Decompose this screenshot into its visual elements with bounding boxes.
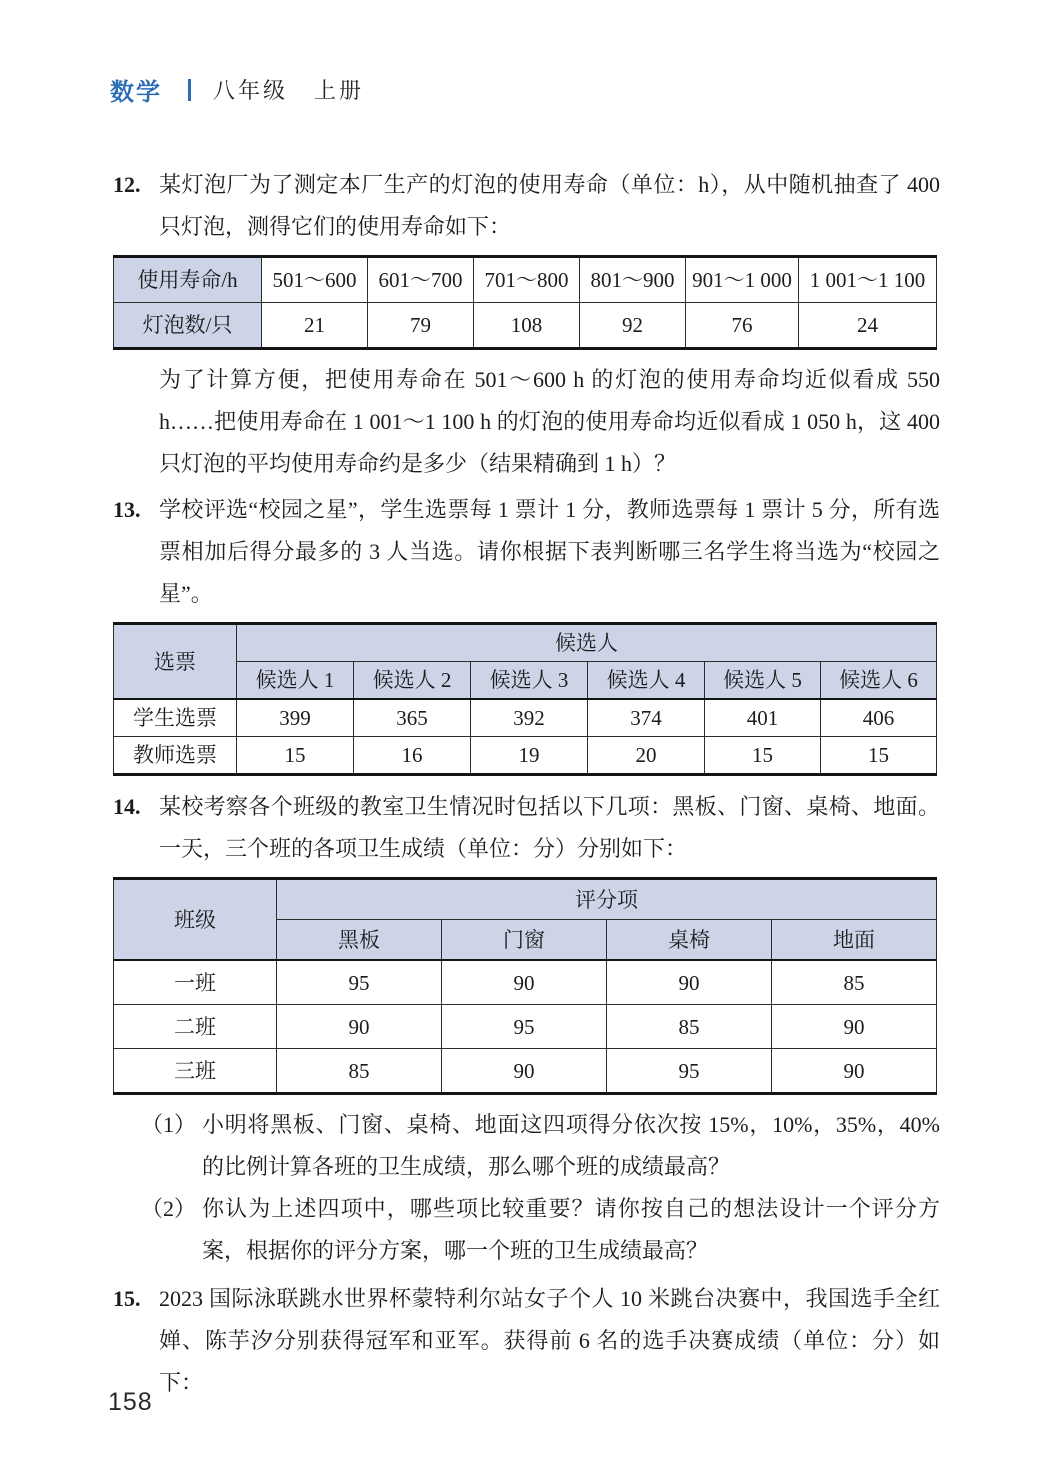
problem-14-text: 某校考察各个班级的教室卫生情况时包括以下几项：黑板、门窗、桌椅、地面。一天，三个班的各项卫生成绩（单位：分）分别如下： (159, 794, 940, 861)
data-cell: 92 (580, 303, 686, 349)
data-cell: 90 (772, 1049, 937, 1094)
problem-14-number: 14. (113, 794, 141, 819)
data-cell: 701～800 (474, 257, 580, 303)
data-cell: 15 (705, 737, 821, 775)
problem-13-text: 学校评选“校园之星”，学生选票每 1 票计 1 分，教师选票每 1 票计 5 分，所有选票相加后得分最多的 3 人当选。请你根据下表判断哪三名学生将当选为“校园之星”。 (159, 497, 940, 606)
data-cell: 95 (277, 960, 442, 1005)
data-cell: 95 (442, 1005, 607, 1049)
page-number: 158 (108, 1388, 153, 1416)
data-cell: 801～900 (580, 257, 686, 303)
row-label-cell: 学生选票 (114, 699, 237, 737)
problem-15-text: 2023 国际泳联跳水世界杯蒙特利尔站女子个人 10 米跳台决赛中，我国选手全红婵、陈芋汐分别获得冠军和亚军。获得前 6 名的选手决赛成绩（单位：分）如下： (159, 1286, 940, 1395)
problem-12-note: 为了计算方便，把使用寿命在 501～600 h 的灯泡的使用寿命均近似看成 550 h……把使用寿命在 1 001～1 100 h 的灯泡的使用寿命均近似看成 1 050 h，这 400 只灯泡的平均使用寿命约是多少（结果精确到 1 h）？ (159, 367, 940, 476)
data-cell: 1 001～1 100 (799, 257, 937, 303)
data-cell: 79 (368, 303, 474, 349)
problem-12 (113, 164, 940, 248)
data-cell: 21 (262, 303, 368, 349)
bulb-lifespan-table (113, 255, 937, 350)
header-cell: 门窗 (442, 920, 607, 961)
problem-15 (113, 1278, 940, 1404)
table-row (114, 1005, 937, 1049)
table-row (114, 303, 937, 349)
header-divider (188, 79, 191, 101)
row-label-cell: 三班 (114, 1049, 277, 1094)
table-row (114, 737, 937, 775)
data-cell: 16 (354, 737, 471, 775)
header-cell: 候选人 2 (354, 662, 471, 700)
header-cell: 候选人 5 (705, 662, 821, 700)
table-row (114, 879, 937, 920)
data-cell: 85 (772, 960, 937, 1005)
problem-12-text: 某灯泡厂为了测定本厂生产的灯泡的使用寿命（单位：h），从中随机抽查了 400 只灯泡，测得它们的使用寿命如下： (159, 172, 940, 239)
problem-12-number: 12. (113, 172, 141, 197)
group-header-cell: 候选人 (237, 624, 937, 662)
table-row (114, 624, 937, 662)
data-cell: 19 (471, 737, 588, 775)
data-cell: 901～1 000 (686, 257, 799, 303)
data-cell: 601～700 (368, 257, 474, 303)
problem-13-number: 13. (113, 497, 141, 522)
page-content (113, 164, 940, 1404)
sub-question-2 (141, 1188, 940, 1272)
volume-label: 上册 (314, 78, 365, 103)
problem-14 (113, 786, 940, 870)
data-cell: 15 (237, 737, 354, 775)
stub-cell: 班级 (114, 879, 277, 961)
header-cell: 地面 (772, 920, 937, 961)
data-cell: 406 (821, 699, 937, 737)
header-cell: 候选人 4 (588, 662, 705, 700)
data-cell: 90 (277, 1005, 442, 1049)
data-cell: 90 (607, 960, 772, 1005)
problem-13 (113, 489, 940, 615)
row-label-cell: 二班 (114, 1005, 277, 1049)
table-row (114, 257, 937, 303)
subject-label: 数学 (110, 79, 162, 106)
sub-question-1-marker: （1） (141, 1112, 197, 1137)
grade-label: 八年级 (213, 78, 289, 103)
data-cell: 85 (607, 1005, 772, 1049)
data-cell: 365 (354, 699, 471, 737)
data-cell: 108 (474, 303, 580, 349)
stub-cell: 使用寿命/h (114, 257, 262, 303)
table-row (114, 1049, 937, 1094)
data-cell: 501～600 (262, 257, 368, 303)
sub-question-2-marker: （2） (141, 1196, 197, 1221)
data-cell: 95 (607, 1049, 772, 1094)
stub-cell: 灯泡数/只 (114, 303, 262, 349)
data-cell: 90 (442, 1049, 607, 1094)
data-cell: 90 (772, 1005, 937, 1049)
data-cell: 15 (821, 737, 937, 775)
group-header-cell: 评分项 (277, 879, 937, 920)
row-label-cell: 教师选票 (114, 737, 237, 775)
sub-question-1-text: 小明将黑板、门窗、桌椅、地面这四项得分依次按 15%，10%，35%，40% 的比例计算各班的卫生成绩，那么哪个班的成绩最高？ (202, 1112, 940, 1179)
sub-question-1 (141, 1104, 940, 1188)
table-row (114, 662, 937, 700)
table-row (114, 699, 937, 737)
data-cell: 392 (471, 699, 588, 737)
problem-15-number: 15. (113, 1286, 141, 1311)
header-cell: 黑板 (277, 920, 442, 961)
header-cell: 候选人 6 (821, 662, 937, 700)
page-header (110, 72, 364, 107)
data-cell: 90 (442, 960, 607, 1005)
data-cell: 374 (588, 699, 705, 737)
data-cell: 85 (277, 1049, 442, 1094)
sub-question-2-text: 你认为上述四项中，哪些项比较重要？请你按自己的想法设计一个评分方案，根据你的评分方案，哪一个班的卫生成绩最高？ (202, 1196, 940, 1263)
hygiene-table (113, 877, 937, 1095)
row-label-cell: 一班 (114, 960, 277, 1005)
data-cell: 20 (588, 737, 705, 775)
votes-table (113, 622, 937, 776)
data-cell: 24 (799, 303, 937, 349)
data-cell: 401 (705, 699, 821, 737)
table-row (114, 960, 937, 1005)
header-cell: 桌椅 (607, 920, 772, 961)
header-cell: 候选人 3 (471, 662, 588, 700)
data-cell: 399 (237, 699, 354, 737)
header-cell: 候选人 1 (237, 662, 354, 700)
stub-cell: 选票 (114, 624, 237, 700)
data-cell: 76 (686, 303, 799, 349)
